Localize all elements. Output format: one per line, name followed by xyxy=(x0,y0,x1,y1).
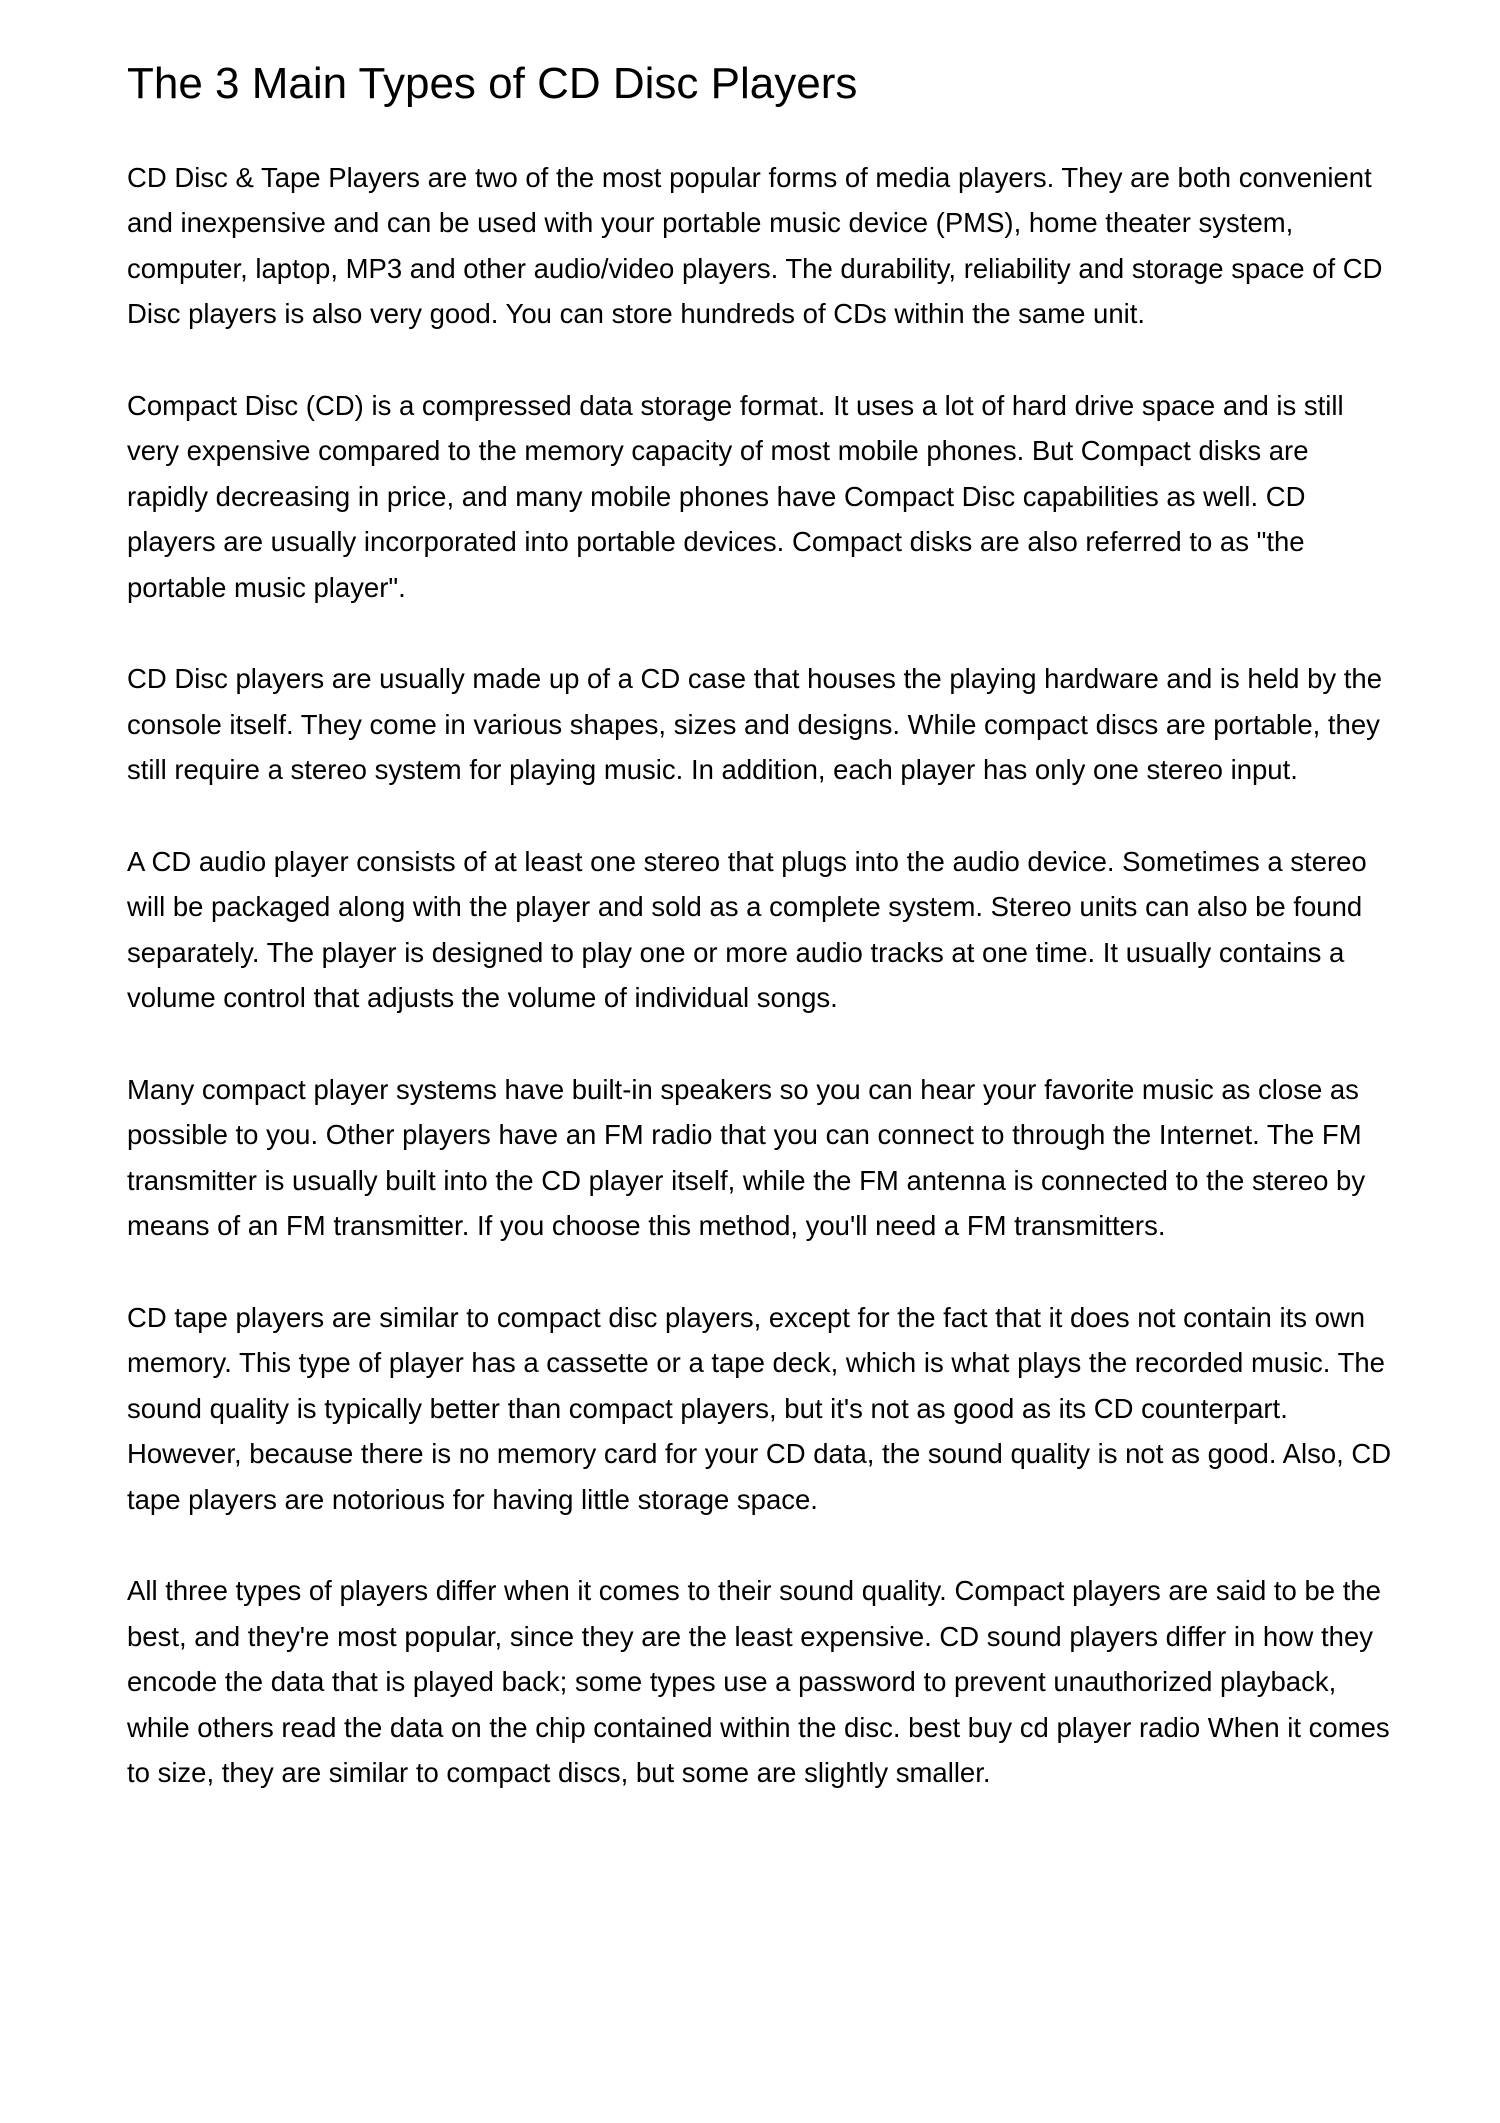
paragraph-cd-tape-players: CD tape players are similar to compact disc players, except for the fact that it does not contain its own memory. This type of player has a cassette or a tape deck, which is what plays the recorded music. The sound quality is typically better than compact players, but it's not as good as its CD counterpart. However, because there is no memory card for your CD data, the sound quality is not as good. Also, CD tape players are notorious for having little storage space. xyxy=(127,1301,1392,1515)
paragraph-cd-audio-player: A CD audio player consists of at least one stereo that plugs into the audio device. Sometimes a stereo will be packaged along with the player and sold as a complete system. Stereo units can also be found separately. The player is designed to play one or more audio tracks at one time. It usually contains a volume control that adjusts the volume of individual songs. xyxy=(127,845,1367,1014)
paragraph-compact-player-systems: Many compact player systems have built-in speakers so you can hear your favorite music as close as possible to you. Other players have an FM radio that you can connect to through the Internet. The FM transmitter is usually built into the CD player itself, while the FM antenna is connected to the stereo by means of an FM transmitter. If you choose this method, you'll need a FM transmitters. xyxy=(127,1073,1366,1242)
paragraph-sound-quality: All three types of players differ when it comes to their sound quality. Compact players are said to be the best, and they're most popular, since they are the least expensive. CD sound players differ in how they encode the data that is played back; some types use a password to prevent unauthorized playback, while others read the data on the chip contained within the disc. best buy cd player radio When it comes to size, they are similar to compact discs, but some are slightly smaller. xyxy=(127,1575,1390,1789)
document-title: The 3 Main Types of CD Disc Players xyxy=(127,59,858,108)
document-page xyxy=(127,58,1397,1842)
paragraph-intro: CD Disc & Tape Players are two of the most popular forms of media players. They are both convenient and inexpensive and can be used with your portable music device (PMS), home theater system, computer, laptop, MP3 and other audio/video players. The durability, reliability and storage space of CD Disc players is also very good. You can store hundreds of CDs within the same unit. xyxy=(127,161,1383,330)
paragraph-compact-disc: Compact Disc (CD) is a compressed data storage format. It uses a lot of hard drive space and is still very expensive compared to the memory capacity of most mobile phones. But Compact disks are rapidly decreasing in price, and many mobile phones have Compact Disc capabilities as well. CD players are usually incorporated into portable devices. Compact disks are also referred to as "the portable music player". xyxy=(127,389,1344,603)
paragraph-cd-disc-players: CD Disc players are usually made up of a CD case that houses the playing hardware and is held by the console itself. They come in various shapes, sizes and designs. While compact discs are portable, they still require a stereo system for playing music. In addition, each player has only one stereo input. xyxy=(127,663,1382,786)
